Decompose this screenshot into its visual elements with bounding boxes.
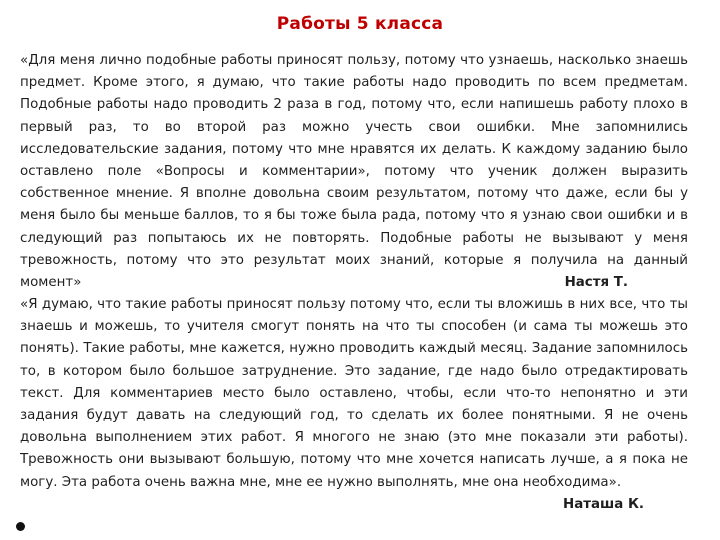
quote-author: Наташа К. <box>563 496 644 512</box>
student-quote-1 <box>20 50 688 294</box>
quote-text: «Для меня лично подобные работы приносят пользу, потому что узнаешь, насколько знаешь предмет. Кроме этого, я думаю, что такие работы надо проводить по всем предметам. Подобные работы надо проводить 2 раза в год, потому что, если напишешь работу плохо в первый раз, то во второй раз можно учесть свои ошибки. Мне запомнились исследовательские задания, потому что мне нравятся их делать. К каждому заданию было оставлено поле «Вопросы и комментарии», потому что ученик должен выразить собственное мнение. Я вполне довольна своим результатом, потому что даже, если бы у меня было бы меньше баллов, то я бы тоже была рада, потому что я узнаю свои ошибки и в следующий раз попытаюсь их не повторять. Подобные работы не вызывают у меня тревожность, потому что это результат моих знаний, которые я получила на данный момент» <box>20 53 688 291</box>
quote-text: «Я думаю, что такие работы приносят пользу потому что, если ты вложишь в них все, что ты знаешь и можешь, то учителя смогут понять на что ты способен (и сама ты можешь это понять). Такие работы, мне кажется, нужно проводить каждый месяц. Задание запомнилось то, в котором было большое затруднение. Это задание, где надо было отредактировать текст. Для комментариев место было оставлено, чтобы, если что-то непонятно и эти задания будут давать на следующий год, то сделать их более понятными. Я не очень довольна выполнением этих работ. Я многого не знаю (это мне показали эти работы). Тревожность они вызывают большую, потому что мне хочется написать лучше, а я пока не могу. Эта работа очень важна мне, мне ее нужно выполнять, мне она необходима». <box>20 297 688 490</box>
slide-title: Работы 5 класса <box>276 14 444 34</box>
bullet-icon <box>16 522 25 531</box>
quote-author: Настя Т. <box>564 275 628 291</box>
student-quote-2 <box>20 294 688 516</box>
